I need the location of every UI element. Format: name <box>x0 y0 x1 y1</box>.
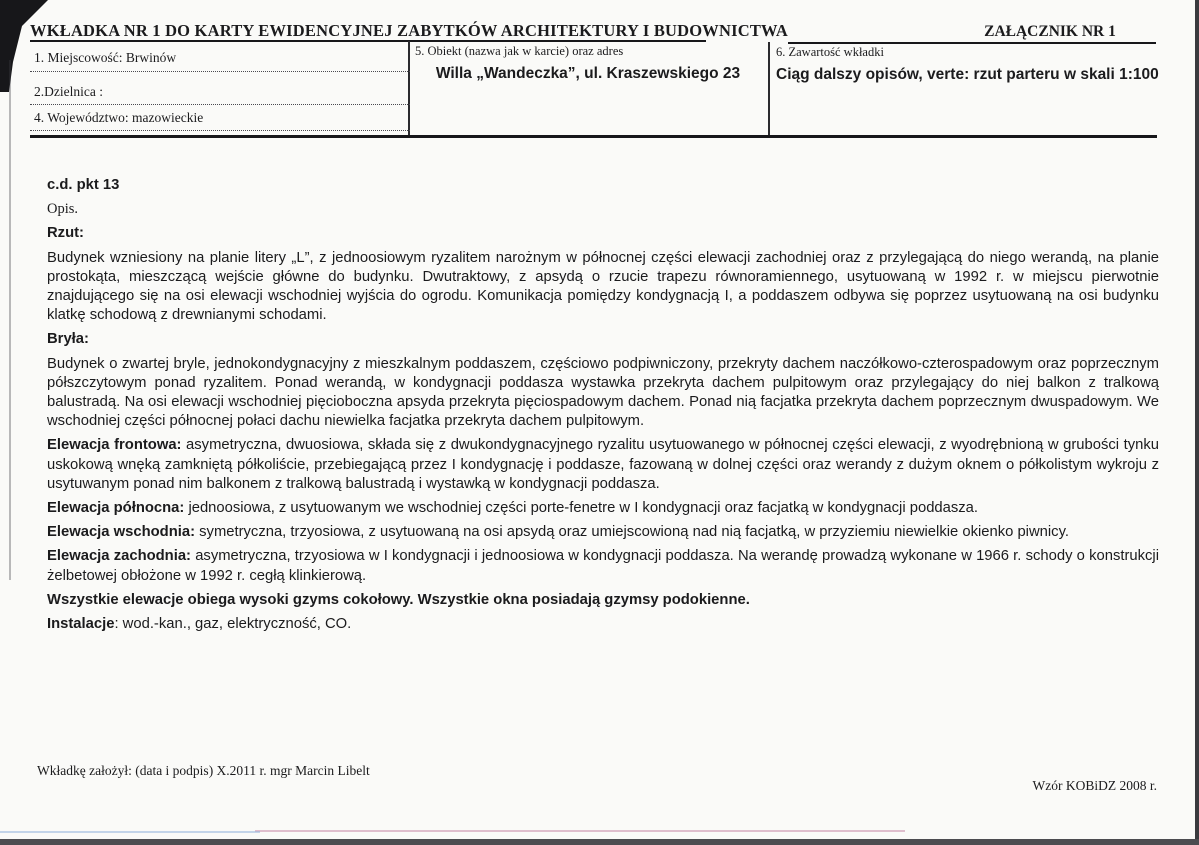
gzyms-note: Wszystkie elewacje obiega wysoki gzyms cokołowy. Wszystkie okna posiadają gzymsy podokienne. <box>47 591 750 608</box>
elewacja-frontowa-paragraph <box>47 436 1159 494</box>
section-ref: c.d. pkt 13 <box>47 177 120 193</box>
annex-underline-rule <box>788 42 1156 44</box>
bryla-paragraph-text: Budynek o zwartej bryle, jednokondygnacyjny z mieszkalnym poddaszem, częściowo podpiwniczony, przekryty dachem naczółkowo-czterospadowym oraz poprzecznym półszczytowym ponad ryzalitem. Ponad werandą, w kondygnacji poddasza wystawka przekryta dachem pulpitowym oraz przylegający do niej balkon z tralkową balustradą. Na osi elewacji wschodniej pięcioboczna apsyda przekryta pięciospadowym dachem. Ponad nią facjatka przekryta dachem poprzecznym dwuspadowym. We wschodniej części północnej połaci dachu niewielka facjatka przekryta dachem pulpitowym. <box>47 355 1159 430</box>
elewacja-wschodnia-text: symetryczna, trzyosiowa, z usytuowaną na osi apsydą oraz umiejscowioną nad nią facjatką, w przyziemiu niewielkie okienko piwnicy. <box>195 524 1069 541</box>
bryla-paragraph <box>47 355 1159 432</box>
elewacja-frontowa-text: asymetryczna, dwuosiowa, składa się z dwukondygnacyjnego ryzalitu usytuowanego w północnej części elewacji, z wyodrębnioną w grubości tynku uskokową wnęką zamkniętą półkoliście, przebiegającą przez I kondygnację i poddasze, fazowaną w dolnej części oraz werandy z dużym oknem o półkolistym wykroju z usytuwanym ponad nim balkonem z tralkową balustradą i wystawką w kondygnacji poddasza. <box>47 437 1159 492</box>
zawartosc-cell-value: Ciąg dalszy opisów, verte: rzut parteru w skali 1:100 <box>776 66 1159 83</box>
elewacja-polnocna-paragraph <box>47 499 1159 518</box>
obiekt-cell-value: Willa „Wandeczka”, ul. Kraszewskiego 23 <box>435 65 741 82</box>
field-miejscowosc: 1. Miejscowość: Brwinów <box>30 50 410 72</box>
field-dzielnica: 2.Dzielnica : <box>30 84 410 105</box>
elewacja-zachodnia-paragraph <box>47 547 1159 585</box>
scan-blue-line-artifact <box>0 831 260 833</box>
elewacja-wschodnia-label: Elewacja wschodnia: <box>47 524 196 541</box>
document-title: WKŁADKA NR 1 DO KARTY EWIDENCYJNEJ ZABYTKÓW ARCHITEKTURY I BUDOWNICTWA <box>30 21 789 40</box>
signature-line: Wkładkę założył: (data i podpis) X.2011 r. mgr Marcin Libelt <box>37 763 370 778</box>
scan-right-edge-line <box>1195 0 1199 845</box>
scan-corner-artifact <box>0 0 52 92</box>
annex-label: ZAŁĄCZNIK NR 1 <box>984 23 1116 40</box>
instalacje-line <box>47 615 1159 634</box>
elewacja-wschodnia-paragraph <box>47 523 1159 542</box>
scan-pink-line-artifact <box>255 830 905 832</box>
scan-bottom-edge-band <box>0 839 1199 845</box>
field-wojewodztwo: 4. Województwo: mazowieckie <box>30 110 410 131</box>
opis-line: Opis. <box>47 201 79 218</box>
description-body <box>47 176 1159 634</box>
elewacja-polnocna-text: jednoosiowa, z usytuowanym we wschodniej części porte-fenetre w I kondygnacji oraz facjatką w kondygnacji poddasza. <box>184 500 979 517</box>
elewacja-zachodnia-label: Elewacja zachodnia: <box>47 548 191 565</box>
rzut-paragraph: Budynek wzniesiony na planie litery „L”, z jednoosiowym ryzalitem narożnym w północnej części elewacji zachodniej oraz z przylegającą do niego werandą, na planie prostokąta, mieszczącą wejście główne do budynku. Dwutraktowy, z apsydą o rzucie trapezu równoramiennego, usytuowaną w 1992 r. w miejscu pierwotnie znajdującego się na osi elewacji wschodniej wyjścia do ogrodu. Komunikacja pomiędzy kondygnacją I, a poddaszem odbywa się poprzez usytuowaną na osi budynku klatkę schodową z drewnianymi schodami. <box>47 249 1159 324</box>
title-underline-rule <box>30 40 706 42</box>
instalacje-label: Instalacje <box>47 616 115 633</box>
rzut-heading: Rzut: <box>47 225 84 242</box>
header-table-bottom-rule <box>30 135 1157 138</box>
header-table-divider-right <box>768 42 770 137</box>
elewacja-polnocna-label: Elewacja północna: <box>47 500 185 517</box>
elewacja-zachodnia-text: asymetryczna, trzyosiowa w I kondygnacji i jednoosiowa w kondygnacji poddasza. Na werandę prowadzą wykonane w 1966 r. schody o konstrukcji żelbetowej obłożone w 1992 r. cegłą klinkierową. <box>47 548 1159 584</box>
bryla-heading: Bryła: <box>47 331 89 348</box>
scan-left-edge-line <box>9 60 11 580</box>
zawartosc-cell-label: 6. Zawartość wkładki <box>776 45 884 59</box>
elewacja-frontowa-label: Elewacja frontowa: <box>47 437 182 454</box>
obiekt-cell-label: 5. Obiekt (nazwa jak w karcie) oraz adres <box>415 44 624 58</box>
instalacje-text: : wod.-kan., gaz, elektryczność, CO. <box>114 616 352 633</box>
form-version-note: Wzór KOBiDZ 2008 r. <box>1032 778 1157 793</box>
